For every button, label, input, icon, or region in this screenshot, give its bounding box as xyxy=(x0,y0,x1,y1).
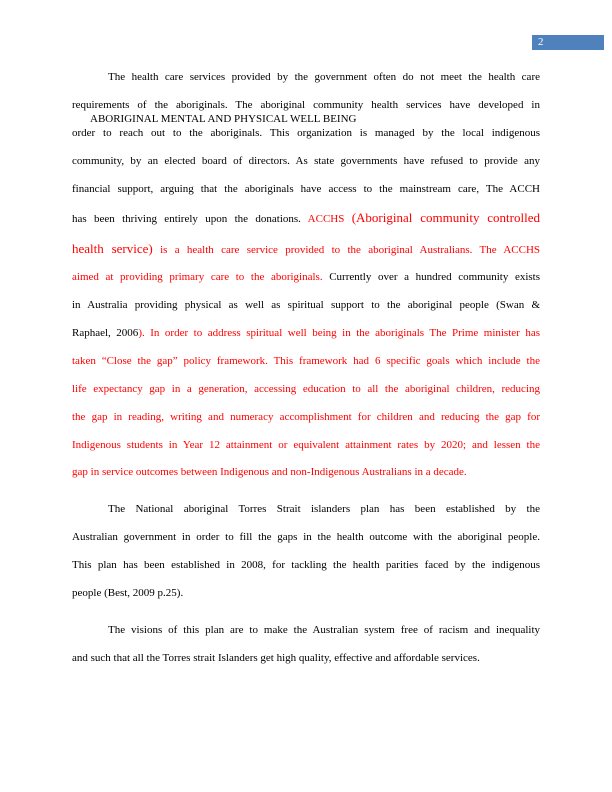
paragraph-1-line-13: the gap in reading, writing and numeracy accomplishment for children and reducing the gap for xyxy=(72,411,540,423)
paragraph-2-line-4: people (Best, 2009 p.25). xyxy=(72,587,184,599)
acchs-expansion-start: (Aboriginal community controlled xyxy=(351,210,540,225)
paragraph-1-line-8 xyxy=(72,268,540,286)
paragraph-1-line-7 xyxy=(72,240,540,258)
paragraph-2-line-2: Australian government in order to fill the gaps in the health outcome with the aboriginal people. xyxy=(72,531,540,543)
paragraph-1-line-10 xyxy=(72,324,540,342)
paragraph-1-line-6 xyxy=(72,209,540,227)
paragraph-2-line-3: This plan has been established in 2008, for tackling the health parities faced by the indigenous xyxy=(72,559,540,571)
close-the-gap-intro: ). In order to address spiritual well being in the aboriginals The Prime minister has xyxy=(138,327,540,339)
paragraph-1-line-9: in Australia providing physical as well as spiritual support to the aboriginal people (Swan & xyxy=(72,299,540,311)
primary-care-text: aimed at providing primary care to the aboriginals. xyxy=(72,271,323,283)
page-number: 2 xyxy=(532,35,604,50)
citation-swan-raphael: Raphael, 2006 xyxy=(72,327,139,339)
paragraph-1-line-14: Indigenous students in Year 12 attainment or equivalent attainment rates by 2020; and lessen the xyxy=(72,439,540,451)
acchs-definition: is a health care service provided to the aboriginal Australians. The ACCHS xyxy=(160,244,541,256)
paragraph-1-line-1: The health care services provided by the government often do not meet the health care xyxy=(108,71,540,83)
paragraph-1-line-12: life expectancy gap in a generation, accessing education to all the aboriginal children, reducing xyxy=(72,383,540,395)
paragraph-1-line-11: taken “Close the gap” policy framework. This framework had 6 specific goals which include the xyxy=(72,355,540,367)
paragraph-1-line-4: community, by an elected board of directors. As state governments have refused to provide any xyxy=(72,155,540,167)
donations-text: has been thriving entirely upon the donations. xyxy=(72,213,301,225)
paragraph-1-line-2: requirements of the aboriginals. The aboriginal community health services have developed in xyxy=(72,99,540,111)
paragraph-1-line-3: order to reach out to the aboriginals. This organization is managed by the local indigenous xyxy=(72,127,540,139)
paragraph-3-line-2: and such that all the Torres strait Islanders get high quality, effective and affordable services. xyxy=(72,652,480,664)
paragraph-1-line-5: financial support, arguing that the aboriginals have access to the mainstream care, The ACCH xyxy=(72,183,540,195)
community-count-text: Currently over a hundred community exists xyxy=(329,271,541,283)
acchs-acronym: ACCHS xyxy=(307,213,345,225)
acchs-expansion-end: health service) xyxy=(72,241,153,256)
paragraph-3-line-1: The visions of this plan are to make the Australian system free of racism and inequality xyxy=(108,624,540,636)
paragraph-1-line-15: gap in service outcomes between Indigenous and non-Indigenous Australians in a decade. xyxy=(72,466,467,478)
paragraph-2-line-1: The National aboriginal Torres Strait islanders plan has been established by the xyxy=(108,503,540,515)
running-head: ABORIGINAL MENTAL AND PHYSICAL WELL BEING xyxy=(90,113,357,125)
